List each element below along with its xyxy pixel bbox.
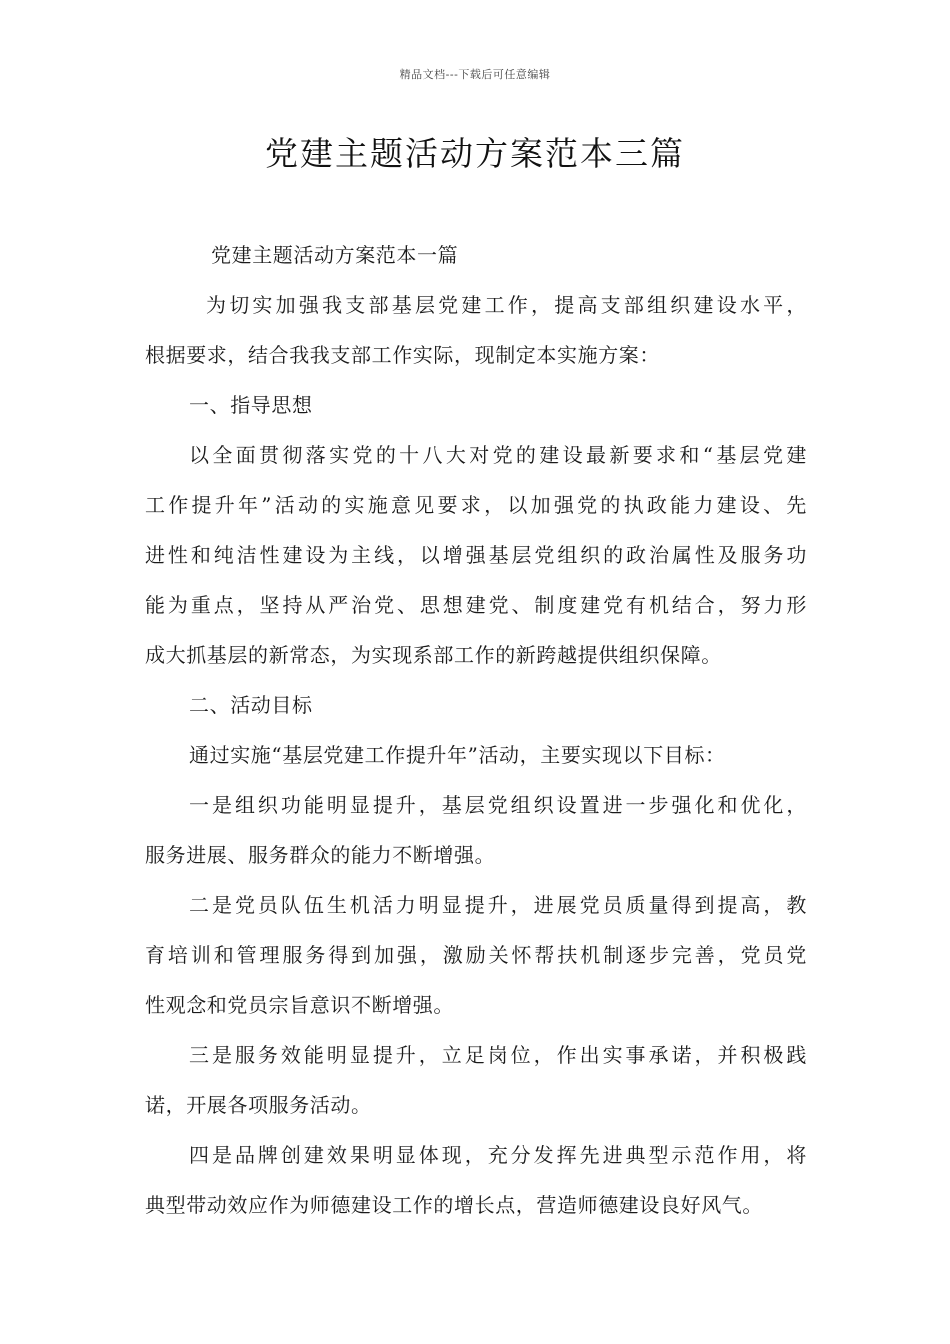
header-note: 精品文档---下载后可任意编辑 <box>399 68 551 81</box>
paragraph-line: 诺，开展各项服务活动。 <box>145 1093 372 1117</box>
paragraph-line: 根据要求，结合我我支部工作实际，现制定本实施方案： <box>145 343 660 367</box>
paragraph-line: 进性和纯洁性建设为主线，以增强基层党组织的政治属性及服务功 <box>145 543 807 567</box>
paragraph-line: 通过实施“基层党建工作提升年”活动，主要实现以下目标： <box>189 743 726 767</box>
paragraph-line: 能为重点，坚持从严治党、思想建党、制度建党有机结合，努力形 <box>145 593 807 617</box>
paragraph-line: 服务进展、服务群众的能力不断增强。 <box>145 843 496 867</box>
paragraph-line: 三是服务效能明显提升，立足岗位，作出实事承诺，并积极践 <box>189 1043 807 1067</box>
paragraph-line: 为切实加强我支部基层党建工作，提高支部组织建设水平， <box>206 293 807 317</box>
paragraph-line: 以全面贯彻落实党的十八大对党的建设最新要求和“基层党建 <box>189 443 807 467</box>
paragraph-line: 工作提升年”活动的实施意见要求，以加强党的执政能力建设、先 <box>145 493 807 517</box>
paragraph-line: 典型带动效应作为师德建设工作的增长点，营造师德建设良好风气。 <box>145 1193 763 1217</box>
section-heading: 二、活动目标 <box>189 693 313 717</box>
subtitle: 党建主题活动方案范本一篇 <box>211 243 459 267</box>
paragraph-line: 成大抓基层的新常态，为实现系部工作的新跨越提供组织保障。 <box>145 643 722 667</box>
paragraph-line: 二是党员队伍生机活力明显提升，进展党员质量得到提高，教 <box>189 893 807 917</box>
document-title: 党建主题活动方案范本三篇 <box>265 134 685 173</box>
paragraph-line: 四是品牌创建效果明显体现，充分发挥先进典型示范作用，将 <box>189 1143 807 1167</box>
paragraph-line: 一是组织功能明显提升，基层党组织设置进一步强化和优化， <box>189 793 807 817</box>
paragraph-line: 育培训和管理服务得到加强，激励关怀帮扶机制逐步完善，党员党 <box>145 943 807 967</box>
document-body <box>145 230 807 1230</box>
section-heading: 一、指导思想 <box>189 393 313 417</box>
paragraph-line: 性观念和党员宗旨意识不断增强。 <box>145 993 454 1017</box>
